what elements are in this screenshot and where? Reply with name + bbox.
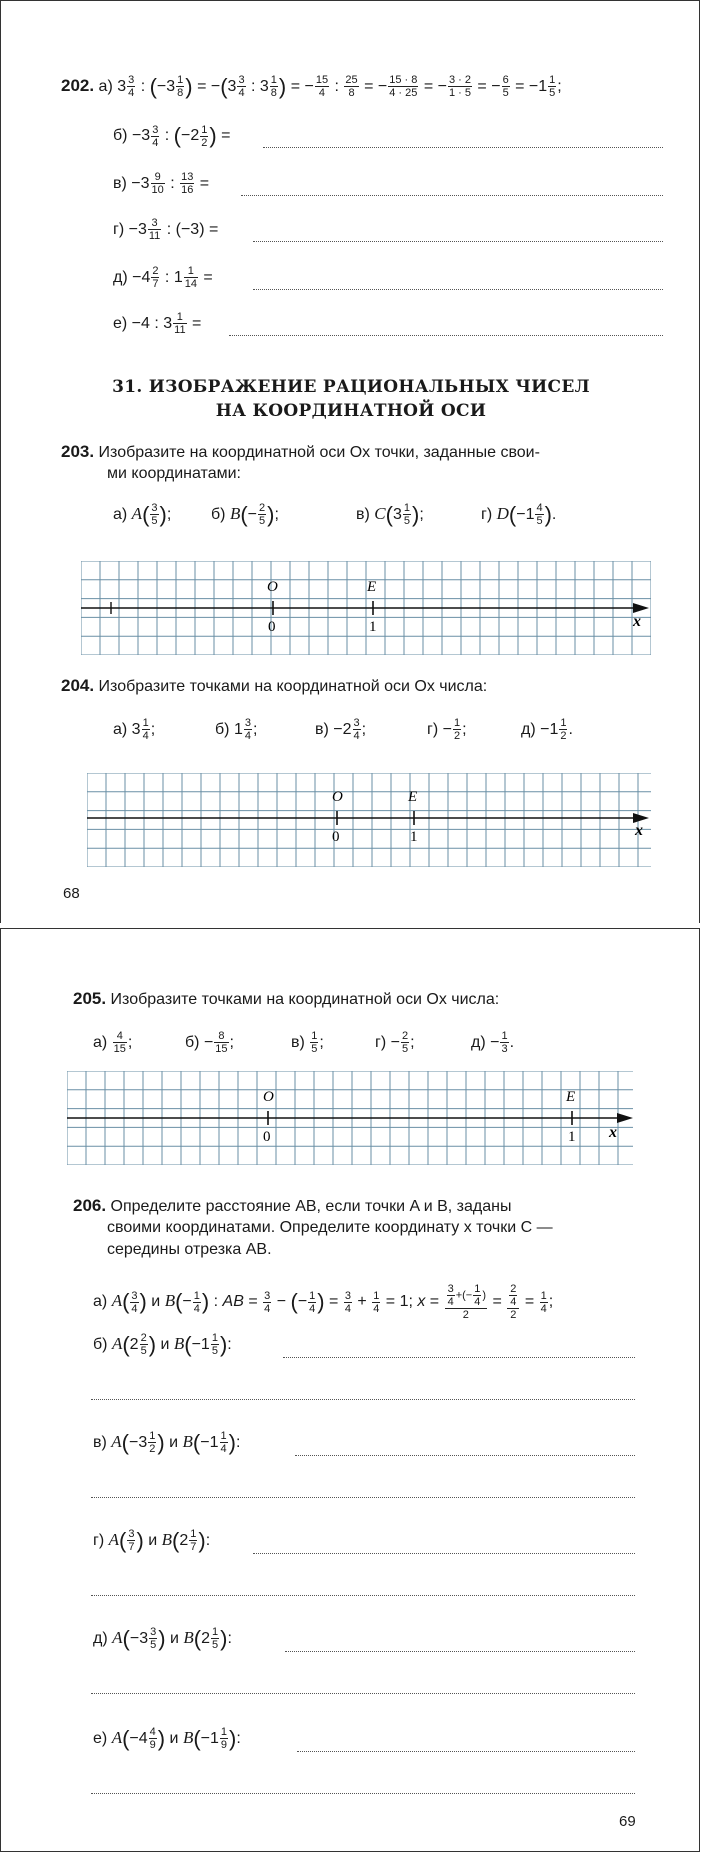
answer-line[interactable] (253, 289, 663, 290)
task-206-text: 206. Определите расстояние AB, если точки A и B, заданы (73, 1196, 512, 1215)
task-203-item-a: а) A( $\frac{3}{5}$ ); (113, 501, 172, 528)
answer-line[interactable] (253, 1553, 635, 1554)
task-205-item-b: б) − $\frac{8}{15}$ ; (185, 1030, 234, 1056)
task-205-item-a: а) $\frac{4}{15}$ ; (93, 1030, 133, 1056)
task-203-item-g: г) D(−1 $\frac{4}{5}$ ). (481, 501, 557, 528)
task-206-a: а) A( $\frac{3}{4}$ ) и B(− $\frac{1}{4}$ ) : AB = $\frac{3}{4}$ − (− $\frac{1}{4}$ ) = $\frac{3}{4}$ + $\frac{1}{4}$ = 1; x = $\frac{3}{4}$ +(− $\frac{1}{4}$ ) 2 = $\frac{\frac{2}{4}}{2}$ = $\frac{1}{4}$ ; (93, 1283, 554, 1321)
task-203-text-2: ми координатами: (107, 465, 241, 482)
task-203-item-b: б) B(− $\frac{2}{5}$ ); (211, 501, 279, 528)
answer-line[interactable] (91, 1793, 635, 1794)
task-204-text: 204. Изобразите точками на координатной оси Ox числа: (61, 676, 488, 695)
task-205-item-g: г) − $\frac{2}{5}$ ; (375, 1030, 415, 1056)
task-203-text: 203. Изобразите на координатной оси Ox точки, заданные свои- (61, 442, 540, 461)
unit-label: E (566, 1089, 576, 1105)
task-203-item-v: в) C(3 $\frac{1}{5}$ ); (356, 501, 424, 528)
unit-tick-label: 1 (410, 829, 418, 845)
task-206-d: д) A(−3 $\frac{3}{5}$ ) и B(2 $\frac{1}{5}$ ): (93, 1625, 232, 1652)
grid-lines (87, 773, 651, 867)
task-204-item-g: г) − $\frac{1}{2}$ ; (427, 717, 467, 743)
origin-tick-label: 0 (263, 1129, 271, 1145)
task-202-a: 202. а) 3 $\frac{3}{4}$ : (−3 $\frac{1}{8}$ ) = −(3 $\frac{3}{4}$ : 3 $\frac{1}{8}$ ) = − $\frac{15}{4}$ : $\frac{25}{8}$ = − $\frac{15 \cdot 8}{4 \cdot 25}$ = − $\frac{3 \cdot 2}{1 \cdot 5}$ = − $\frac{6}{5}$ = −1 $\frac{1}{5}$ ; (61, 73, 562, 100)
page-number: 69 (619, 1813, 636, 1830)
page-68 (0, 0, 700, 924)
task-204-item-d: д) −1 $\frac{1}{2}$ . (521, 717, 573, 743)
origin-label: O (267, 579, 278, 595)
axis-name: x (635, 822, 643, 839)
page-69 (0, 928, 700, 1852)
task-202-d: д) −4 $\frac{2}{7}$ : 1 $\frac{1}{14}$ = (113, 265, 213, 291)
task-206-e: е) A(−4 $\frac{4}{9}$ ) и B(−1 $\frac{1}{9}$ ): (93, 1725, 241, 1752)
answer-line[interactable] (263, 147, 663, 148)
task-202-b: б) −3 $\frac{3}{4}$ : (−2 $\frac{1}{2}$ ) = (113, 123, 231, 149)
answer-line[interactable] (295, 1455, 635, 1456)
page-number: 68 (63, 885, 80, 902)
origin-tick-label: 0 (332, 829, 340, 845)
answer-line[interactable] (229, 335, 663, 336)
task-202-g: г) −3 $\frac{3}{11}$ : (−3) = (113, 217, 219, 243)
unit-label: E (367, 579, 377, 595)
task-202-v: в) −3 $\frac{9}{10}$ : $\frac{13}{16}$ = (113, 171, 210, 197)
task-206-v: в) A(−3 $\frac{1}{2}$ ) и B(−1 $\frac{1}{4}$ ): (93, 1429, 241, 1456)
answer-line[interactable] (91, 1595, 635, 1596)
coordinate-grid-203[interactable] (81, 561, 651, 655)
task-205-item-d: д) − $\frac{1}{3}$ . (471, 1030, 515, 1056)
unit-tick-label: 1 (568, 1129, 576, 1145)
task-206-text-3: середины отрезка AB. (107, 1241, 272, 1258)
answer-line[interactable] (283, 1357, 635, 1358)
task-205-item-v: в) $\frac{1}{5}$ ; (291, 1030, 324, 1056)
section-title: 31. ИЗОБРАЖЕНИЕ РАЦИОНАЛЬНЫХ ЧИСЕЛ НА КООРДИНАТНОЙ ОСИ (112, 377, 590, 421)
task-204-item-a: а) 3 $\frac{1}{4}$ ; (113, 717, 156, 743)
coordinate-grid-204[interactable] (87, 773, 651, 867)
answer-line[interactable] (91, 1399, 635, 1400)
answer-line[interactable] (91, 1693, 635, 1694)
origin-label: O (332, 789, 343, 805)
task-206-b: б) A(2 $\frac{2}{5}$ ) и B(−1 $\frac{1}{5}$ ): (93, 1331, 232, 1358)
axis-name: x (633, 613, 641, 630)
unit-label: E (408, 789, 418, 805)
coordinate-grid-205[interactable] (67, 1071, 633, 1165)
task-206-g: г) A( $\frac{3}{7}$ ) и B(2 $\frac{1}{7}$ ): (93, 1527, 211, 1554)
unit-tick-label: 1 (369, 619, 377, 635)
x-axis-arrow (633, 603, 649, 613)
task-205-text: 205. Изобразите точками на координатной оси Ox числа: (73, 989, 500, 1008)
answer-line[interactable] (297, 1751, 635, 1752)
x-axis-arrow (617, 1113, 633, 1123)
task-204-item-v: в) −2 $\frac{3}{4}$ ; (315, 717, 367, 743)
task-202-e: е) −4 : 3 $\frac{1}{11}$ = (113, 311, 202, 337)
origin-label: O (263, 1089, 274, 1105)
axis-name: x (609, 1124, 617, 1141)
origin-tick-label: 0 (268, 619, 276, 635)
answer-line[interactable] (253, 241, 663, 242)
answer-line[interactable] (285, 1651, 635, 1652)
task-204-item-b: б) 1 $\frac{3}{4}$ ; (215, 717, 258, 743)
answer-line[interactable] (91, 1497, 635, 1498)
task-206-text-2: своими координатами. Определите координату x точки C — (107, 1219, 553, 1236)
answer-line[interactable] (241, 195, 663, 196)
